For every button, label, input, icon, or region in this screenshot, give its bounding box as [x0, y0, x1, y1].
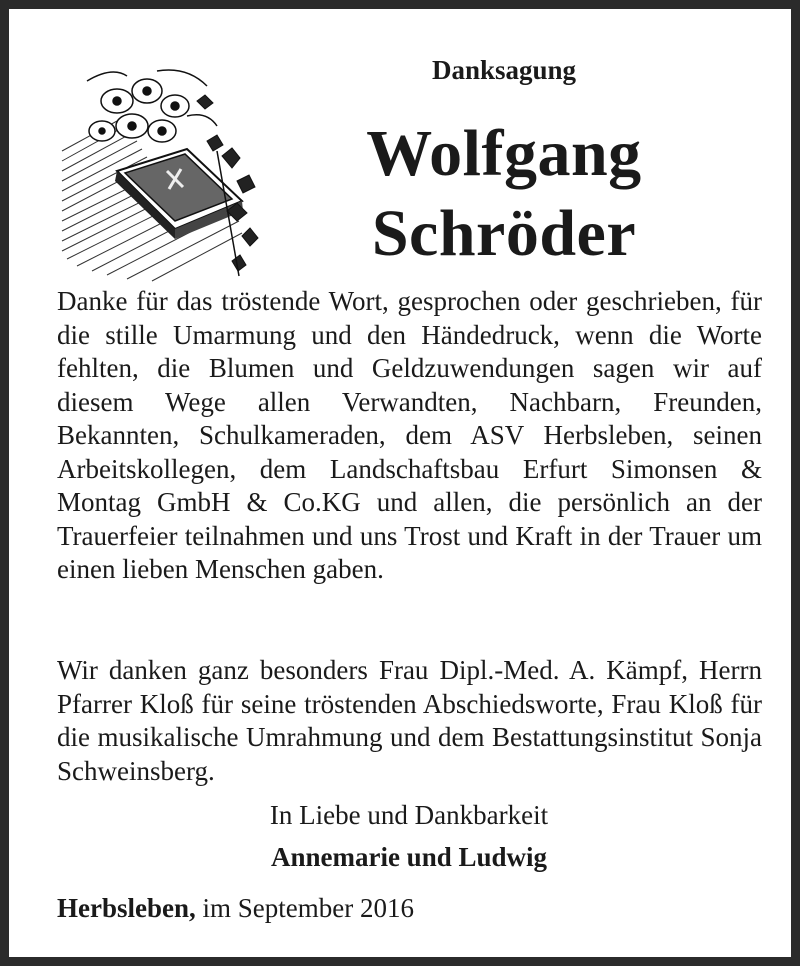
special-thanks-paragraph: Wir danken ganz besonders Frau Dipl.-Med. A. Kämpf, Herrn Pfarrer Kloß für seine tröstenden Abschiedsworte, Frau Kloß für die musikalische Umrahmung und dem Bestattungsinstitut Sonja Schweinsberg.: [57, 655, 762, 786]
place-date-line: [57, 893, 414, 924]
notice-heading: Danksagung: [431, 55, 577, 85]
place: Herbsleben,: [57, 893, 196, 923]
signers: Annemarie und Ludwig: [270, 842, 548, 872]
deceased-last-name: Schröder: [371, 197, 637, 270]
deceased-first-name: Wolfgang: [366, 117, 642, 190]
flowers-book-illustration: [57, 61, 267, 286]
closing-phrase: In Liebe und Dankbarkeit: [269, 800, 549, 830]
date: im September 2016: [195, 893, 414, 923]
flower-cluster-icon: [87, 70, 217, 142]
thanks-paragraph: Danke für das tröstende Wort, gesprochen oder geschrieben, für die stille Umarmung und den Händedruck, wenn die Worte fehlten, die Blumen und Geldzuwendungen sagen wir auf diesem Wege allen Verwandten, Nachbarn, Freunden, Bekannten, Schulkameraden, dem ASV Herbsleben, seinen Arbeitskollegen, dem Landschaftsbau Erfurt Simonsen & Montag GmbH & Co.KG und allen, die persönlich an der Trauerfeier teilnahmen und uns Trost und Kraft in der Trauer um einen lieben Menschen gaben.: [57, 286, 762, 584]
